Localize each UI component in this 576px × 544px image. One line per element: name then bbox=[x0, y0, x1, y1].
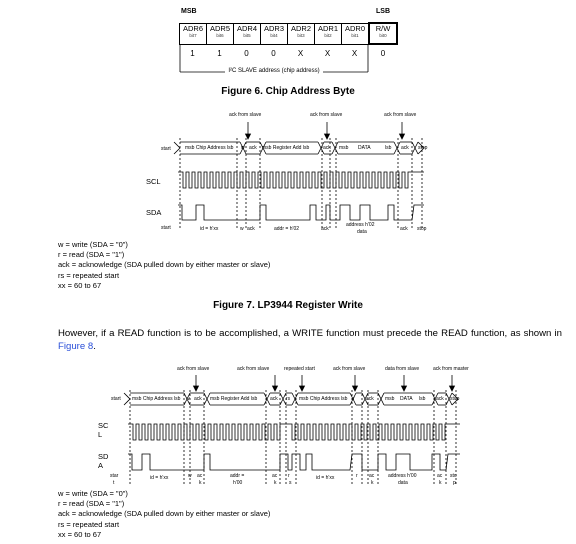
figure-6-caption: Figure 6. Chip Address Byte bbox=[221, 86, 355, 97]
frame-label: stop bbox=[450, 396, 460, 402]
frame-label: stop bbox=[418, 145, 428, 151]
bit-cell-adr1: ADR1 bit2 bbox=[315, 23, 342, 44]
sda-label: SD A bbox=[98, 452, 109, 470]
bottom-label: h'00 bbox=[233, 480, 243, 486]
bottom-label: ac bbox=[272, 473, 278, 479]
frame-label: start bbox=[161, 146, 171, 152]
paragraph-text: However, if a READ function is to be accomplished, a WRITE function must precede the READ function, as shown in bbox=[58, 328, 562, 339]
bottom-label: t bbox=[113, 480, 115, 486]
legend-line: rs = repeated start bbox=[58, 270, 120, 280]
bottom-label: k bbox=[274, 480, 277, 486]
bottom-label: id = h'xx bbox=[200, 226, 219, 232]
bottom-label: sto bbox=[450, 473, 457, 479]
bit-value: X bbox=[297, 49, 304, 58]
frame-label: w bbox=[186, 396, 190, 402]
bottom-label: data bbox=[398, 480, 408, 486]
bottom-label: data bbox=[357, 229, 367, 235]
legend-line: ack = acknowledge (SDA pulled down by either master or slave) bbox=[58, 509, 271, 519]
legend-line: w = write (SDA = "0") bbox=[58, 489, 128, 498]
bottom-label: r bbox=[288, 473, 290, 479]
frame-label: msb Chip Address lsb bbox=[185, 145, 234, 151]
bit-value: 0 bbox=[380, 49, 386, 58]
bit-cell-adr4: ADR4 bit5 bbox=[234, 23, 261, 44]
bit-cell-adr0: ADR0 bit1 bbox=[342, 23, 370, 44]
frame-label: ack bbox=[436, 396, 444, 402]
fig8-legend bbox=[58, 489, 270, 540]
ack-label: ack from slave bbox=[333, 366, 366, 372]
legend-line: rs = repeated start bbox=[58, 519, 120, 529]
figure-8-link[interactable]: Figure 8 bbox=[58, 340, 94, 352]
ack-label: ack from slave bbox=[384, 112, 417, 118]
bit-cell-adr3: ADR3 bit4 bbox=[261, 23, 288, 44]
lsb-label: LSB bbox=[376, 8, 390, 15]
frame-label: ack bbox=[366, 396, 374, 402]
bottom-label: ac bbox=[197, 473, 203, 479]
bottom-label: start bbox=[161, 225, 171, 231]
frame-label: rs bbox=[286, 396, 291, 402]
ack-label: repeated start bbox=[284, 366, 315, 372]
frame-label: ack bbox=[194, 396, 202, 402]
ack-label: ack from slave bbox=[229, 112, 262, 118]
bottom-label: ack bbox=[247, 226, 255, 232]
sda-label: SDA bbox=[146, 208, 162, 217]
legend-line: r = read (SDA = "1") bbox=[58, 250, 125, 260]
bottom-label: r bbox=[356, 473, 358, 479]
ack-label: ack from slave bbox=[177, 366, 210, 372]
frame-label: start bbox=[111, 396, 121, 402]
bit-value: 0 bbox=[271, 49, 276, 58]
frame-label: msb bbox=[385, 396, 395, 402]
bottom-label: addr = h'02 bbox=[274, 226, 300, 232]
frame-label: ack bbox=[249, 145, 257, 151]
legend-line: r = read (SDA = "1") bbox=[58, 499, 125, 509]
bottom-label: stop bbox=[417, 226, 427, 232]
bit-cell-rw: R/W bit0 bbox=[369, 23, 397, 44]
frame-label: msb Chip Address lsb bbox=[132, 396, 181, 402]
bottom-label: p bbox=[453, 480, 456, 486]
slave-address-label: I²C SLAVE address (chip address) bbox=[225, 68, 322, 74]
bit-value: 0 bbox=[244, 49, 249, 58]
ack-label: ack from master bbox=[433, 366, 469, 372]
bottom-label: k bbox=[199, 480, 202, 486]
bottom-label: w bbox=[188, 473, 192, 479]
legend-line: w = write (SDA = "0") bbox=[58, 240, 128, 249]
frame-label: r bbox=[353, 396, 355, 402]
bottom-label: star bbox=[110, 473, 119, 479]
bottom-label: ac bbox=[437, 473, 443, 479]
bit-cell-adr2: ADR2 bit3 bbox=[288, 23, 315, 44]
msb-label: MSB bbox=[181, 8, 197, 15]
bit-value: 1 bbox=[217, 49, 222, 58]
frame-label: msb Register Add lsb bbox=[262, 145, 310, 151]
frame-label: msb bbox=[339, 145, 349, 151]
bottom-label: w bbox=[240, 226, 244, 232]
figure-7-caption: Figure 7. LP3944 Register Write bbox=[213, 300, 363, 311]
ack-label: ack from slave bbox=[237, 366, 270, 372]
frame-label: lsb bbox=[419, 396, 426, 402]
frame-label: ack bbox=[323, 145, 331, 151]
bit-value: X bbox=[324, 49, 331, 58]
scl-label: SC L bbox=[98, 421, 109, 439]
bottom-label: address h'00 bbox=[388, 473, 417, 479]
legend-line: xx = 60 to 67 bbox=[58, 280, 102, 290]
frame-label: ack bbox=[401, 145, 409, 151]
bit-value: 1 bbox=[190, 49, 195, 58]
frame-label: w bbox=[241, 145, 245, 151]
bottom-label: k bbox=[371, 480, 374, 486]
bottom-label: ack bbox=[321, 226, 329, 232]
legend-line: ack = acknowledge (SDA pulled down by either master or slave) bbox=[58, 260, 271, 270]
scl-label: SCL bbox=[146, 177, 161, 186]
bottom-label: s bbox=[289, 480, 292, 486]
bit-cell-adr5: ADR5 bit6 bbox=[207, 23, 234, 44]
bottom-label: id = h'xx bbox=[316, 475, 335, 481]
legend-line: xx = 60 to 67 bbox=[58, 529, 102, 539]
bit-cell-adr6: ADR6 bit7 bbox=[180, 23, 207, 44]
bottom-label: id = h'xx bbox=[150, 475, 169, 481]
frame-label: lsb bbox=[385, 145, 392, 151]
ack-label: ack from slave bbox=[310, 112, 343, 118]
frame-label: DATA bbox=[400, 396, 413, 402]
bottom-label: addr = bbox=[230, 473, 245, 479]
frame-label: msb Chip Address lsb bbox=[299, 396, 348, 402]
bit-value: X bbox=[351, 49, 358, 58]
frame-label: msb Register Add lsb bbox=[210, 396, 258, 402]
frame-label: ack bbox=[270, 396, 278, 402]
bottom-label: address h'02 bbox=[346, 222, 375, 228]
ack-label: data from slave bbox=[385, 366, 420, 372]
frame-label: DATA bbox=[358, 145, 371, 151]
bottom-label: ack bbox=[400, 226, 408, 232]
paragraph-end: . bbox=[93, 340, 96, 352]
bottom-label: k bbox=[439, 480, 442, 486]
bottom-label: ac bbox=[369, 473, 375, 479]
